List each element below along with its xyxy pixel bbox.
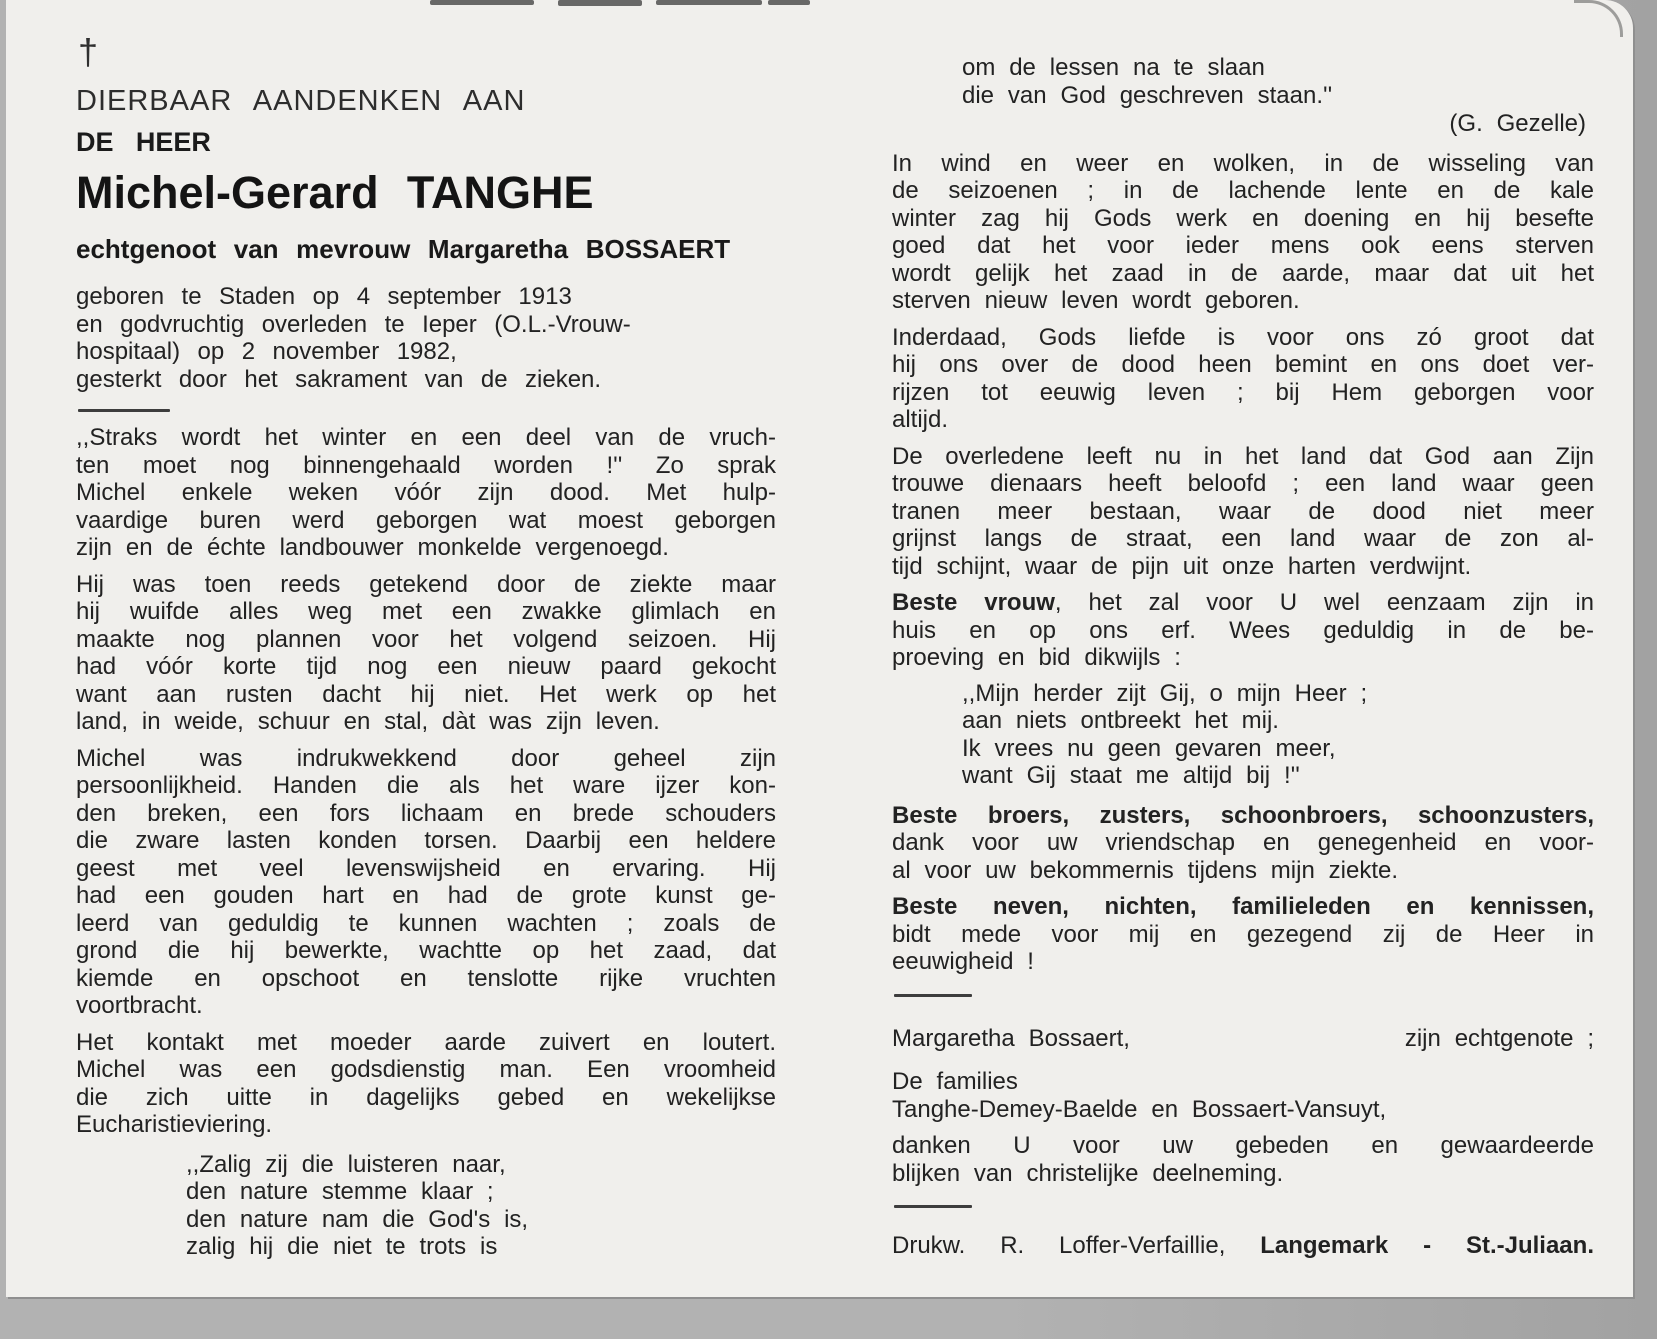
memorial-card bbox=[6, 0, 1633, 1297]
text-line: trouwe dienaars heeft beloofd ; een land waar geen bbox=[892, 470, 1594, 497]
poem-left bbox=[76, 1151, 776, 1261]
text-line: ten moet nog binnengehaald worden !'' Zo sprak bbox=[76, 451, 776, 479]
text-line: had een gouden hart en had de grote kunst ge- bbox=[76, 882, 776, 909]
printer-line bbox=[892, 1232, 1594, 1260]
text-line: Tanghe-Demey-Baelde en Bossaert-Vansuyt, bbox=[892, 1095, 1387, 1123]
text-line: aan niets ontbreekt het mij. bbox=[962, 707, 1279, 734]
psalm-poem bbox=[892, 680, 1594, 790]
text-line: want Gij staat me altijd bij !'' bbox=[962, 762, 1300, 789]
text-line: gesterkt door het sakrament van de zieken. bbox=[76, 365, 602, 393]
text-line: winter zag hij Gods werk en doening en hij besefte bbox=[892, 204, 1594, 232]
scan-artifact bbox=[430, 0, 534, 5]
left-column bbox=[76, 31, 776, 1261]
card-corner-curve bbox=[1574, 0, 1623, 37]
text-line: Het kontakt met moeder aarde zuivert en loutert. bbox=[76, 1028, 776, 1056]
paragraph-personality bbox=[76, 745, 776, 1020]
text-line: Michel enkele weken vóór zijn dood. Met hulp- bbox=[76, 479, 776, 506]
scan-artifact bbox=[768, 0, 810, 5]
paragraph-faith bbox=[76, 1029, 776, 1139]
text-line: had vóór korte tijd nog een nieuw paard gekocht bbox=[76, 653, 776, 680]
text-line: grond die hij bewerkte, wachtte op het zaad, dat bbox=[76, 937, 776, 964]
text-line: die zich uitte in dagelijks gebed en wekelijkse bbox=[76, 1083, 776, 1111]
address-lead: Beste neven, nichten, familieleden en kennissen, bbox=[892, 893, 1594, 920]
text-line: ,,Zalig zij die luisteren naar, bbox=[186, 1150, 506, 1178]
text-line: Eucharistieviering. bbox=[76, 1111, 273, 1138]
paragraph-harvest bbox=[76, 424, 776, 562]
text-line: Michel was een godsdienstig man. Een vroomheid bbox=[76, 1056, 776, 1083]
text-line: die van God geschreven staan.'' bbox=[962, 81, 1333, 109]
text-line: goed dat het voor ieder mens ook eens sterven bbox=[892, 232, 1594, 259]
text-line: de seizoenen ; in de lachende lente en de kale bbox=[892, 177, 1594, 204]
paragraph-gods-love bbox=[892, 324, 1594, 434]
text-line: want aan rusten dacht hij niet. Het werk op het bbox=[76, 680, 776, 708]
text-line: ,,Straks wordt het winter en een deel van de vruch- bbox=[76, 424, 776, 451]
text-line: blijken van christelijke deelneming. bbox=[892, 1159, 1284, 1187]
text-line: Ik vrees nu geen gevaren meer, bbox=[962, 734, 1336, 762]
cross-icon: † bbox=[78, 31, 99, 72]
text-line: grijnst langs de straat, een land waar de zon al- bbox=[892, 525, 1594, 552]
text-line: hij ons over de dood heen bemint en ons doet ver- bbox=[892, 351, 1594, 378]
honorific-line: DE HEER bbox=[76, 127, 211, 157]
families-block bbox=[892, 1068, 1594, 1123]
scan-artifact bbox=[656, 0, 762, 5]
text-line: voortbracht. bbox=[76, 992, 203, 1019]
scan-artifact bbox=[558, 0, 642, 6]
deceased-name: Michel-Gerard TANGHE bbox=[76, 167, 594, 218]
text-line: dank voor uw vriendschap en genegenheid en voor- bbox=[892, 829, 1594, 856]
text-line: Michel was indrukwekkend door geheel zijn bbox=[76, 744, 776, 772]
text-line: rijzen tot eeuwig leven ; bij Hem geborgen voor bbox=[892, 378, 1594, 406]
text-line: altijd. bbox=[892, 406, 949, 433]
text-line: proeving en bid dikwijls : bbox=[892, 644, 1181, 671]
printer-name: Drukw. R. Loffer-Verfaillie, bbox=[892, 1232, 1226, 1259]
separator-rule bbox=[894, 1205, 972, 1208]
signature-row bbox=[892, 1025, 1594, 1053]
text-line: den breken, een fors lichaam en brede schouders bbox=[76, 799, 776, 827]
text-line: persoonlijkheid. Handen die als het ware ijzer kon- bbox=[76, 772, 776, 799]
separator-rule bbox=[78, 409, 170, 412]
text-line: zijn en de échte landbouwer monkelde vergenoegd. bbox=[76, 534, 669, 561]
text-line: tijd schijnt, waar de pijn uit onze harten verdwijnt. bbox=[892, 552, 1472, 580]
text-line: zalig hij die niet te trots is bbox=[186, 1233, 498, 1260]
text-line: hospitaal) op 2 november 1982, bbox=[76, 338, 457, 365]
thanks-block bbox=[892, 1132, 1594, 1187]
text-line: kiemde en opschoot en tenslotte rijke vruchten bbox=[76, 964, 776, 992]
paragraph-promised-land bbox=[892, 443, 1594, 581]
paragraph-seasons bbox=[892, 150, 1594, 315]
printer-place: Langemark - St.-Juliaan. bbox=[1260, 1232, 1594, 1259]
address-lead: Beste broers, zusters, schoonbroers, schoonzusters, bbox=[892, 801, 1594, 829]
text-line: danken U voor uw gebeden en gewaardeerde bbox=[892, 1132, 1594, 1159]
address-to-siblings bbox=[892, 802, 1594, 885]
widow-relation: zijn echtgenote ; bbox=[1404, 1024, 1594, 1052]
text-line: eeuwigheid ! bbox=[892, 948, 1034, 975]
text-line: hij wuifde alles weg met een zwakke glimlach en bbox=[76, 598, 776, 625]
text-line: bidt mede voor mij en gezegend zij de Heer in bbox=[892, 920, 1594, 948]
poem-continuation bbox=[892, 54, 1594, 109]
text-line: De families bbox=[892, 1068, 1018, 1095]
text-line: den nature stemme klaar ; bbox=[186, 1178, 494, 1205]
text-line: sterven nieuw leven wordt geboren. bbox=[892, 287, 1300, 314]
text-line: en godvruchtig overleden te Ieper (O.L.-Vrouw- bbox=[76, 310, 631, 338]
text-line: In wind en weer en wolken, in de wisseling van bbox=[892, 149, 1594, 177]
text-line: geboren te Staden op 4 september 1913 bbox=[76, 283, 572, 310]
address-to-family bbox=[892, 893, 1594, 976]
text-line: wordt gelijk het zaad in de aarde, maar dat uit het bbox=[892, 259, 1594, 287]
widow-name: Margaretha Bossaert, bbox=[892, 1024, 1130, 1052]
paragraph-illness bbox=[76, 571, 776, 736]
text-line: den nature nam die God's is, bbox=[186, 1205, 529, 1233]
spouse-line: echtgenoot van mevrouw Margaretha BOSSAERT bbox=[76, 234, 731, 264]
text-line: tranen meer bestaan, waar de dood niet meer bbox=[892, 497, 1594, 525]
text-line: om de lessen na te slaan bbox=[962, 54, 1265, 81]
right-column bbox=[892, 42, 1594, 1260]
address-to-wife bbox=[892, 589, 1594, 672]
address-lead-rest: , het zal voor U wel eenzaam zijn in bbox=[1054, 589, 1595, 616]
text-line: al voor uw bekommernis tijdens mijn ziekte. bbox=[892, 856, 1399, 884]
text-line: De overledene leeft nu in het land dat God aan Zijn bbox=[892, 442, 1594, 470]
separator-rule bbox=[894, 994, 972, 997]
text-line: die zware lasten konden torsen. Daarbij een heldere bbox=[76, 827, 776, 854]
text-line: maakte nog plannen voor het volgend seizoen. Hij bbox=[76, 625, 776, 653]
address-lead: Beste vrouw bbox=[892, 589, 1055, 616]
memorial-line: DIERBAAR AANDENKEN AAN bbox=[76, 85, 526, 117]
text-line: Hij was toen reeds getekend door de ziekte maar bbox=[76, 570, 776, 598]
text-line: huis en op ons erf. Wees geduldig in de be- bbox=[892, 616, 1594, 644]
text-line: vaardige buren werd geborgen wat moest geborgen bbox=[76, 506, 776, 534]
gezelle-attribution: (G. Gezelle) bbox=[1449, 110, 1586, 137]
text-line: geest met veel levenswijsheid en ervaring. Hij bbox=[76, 854, 776, 882]
text-line: land, in weide, schuur en stal, dàt was zijn leven. bbox=[76, 708, 660, 735]
text-line: Inderdaad, Gods liefde is voor ons zó groot dat bbox=[892, 323, 1594, 351]
text-line: ,,Mijn herder zijt Gij, o mijn Heer ; bbox=[962, 679, 1368, 707]
birth-death-details bbox=[76, 283, 776, 393]
text-line: leerd van geduldig te kunnen wachten ; zoals de bbox=[76, 909, 776, 937]
